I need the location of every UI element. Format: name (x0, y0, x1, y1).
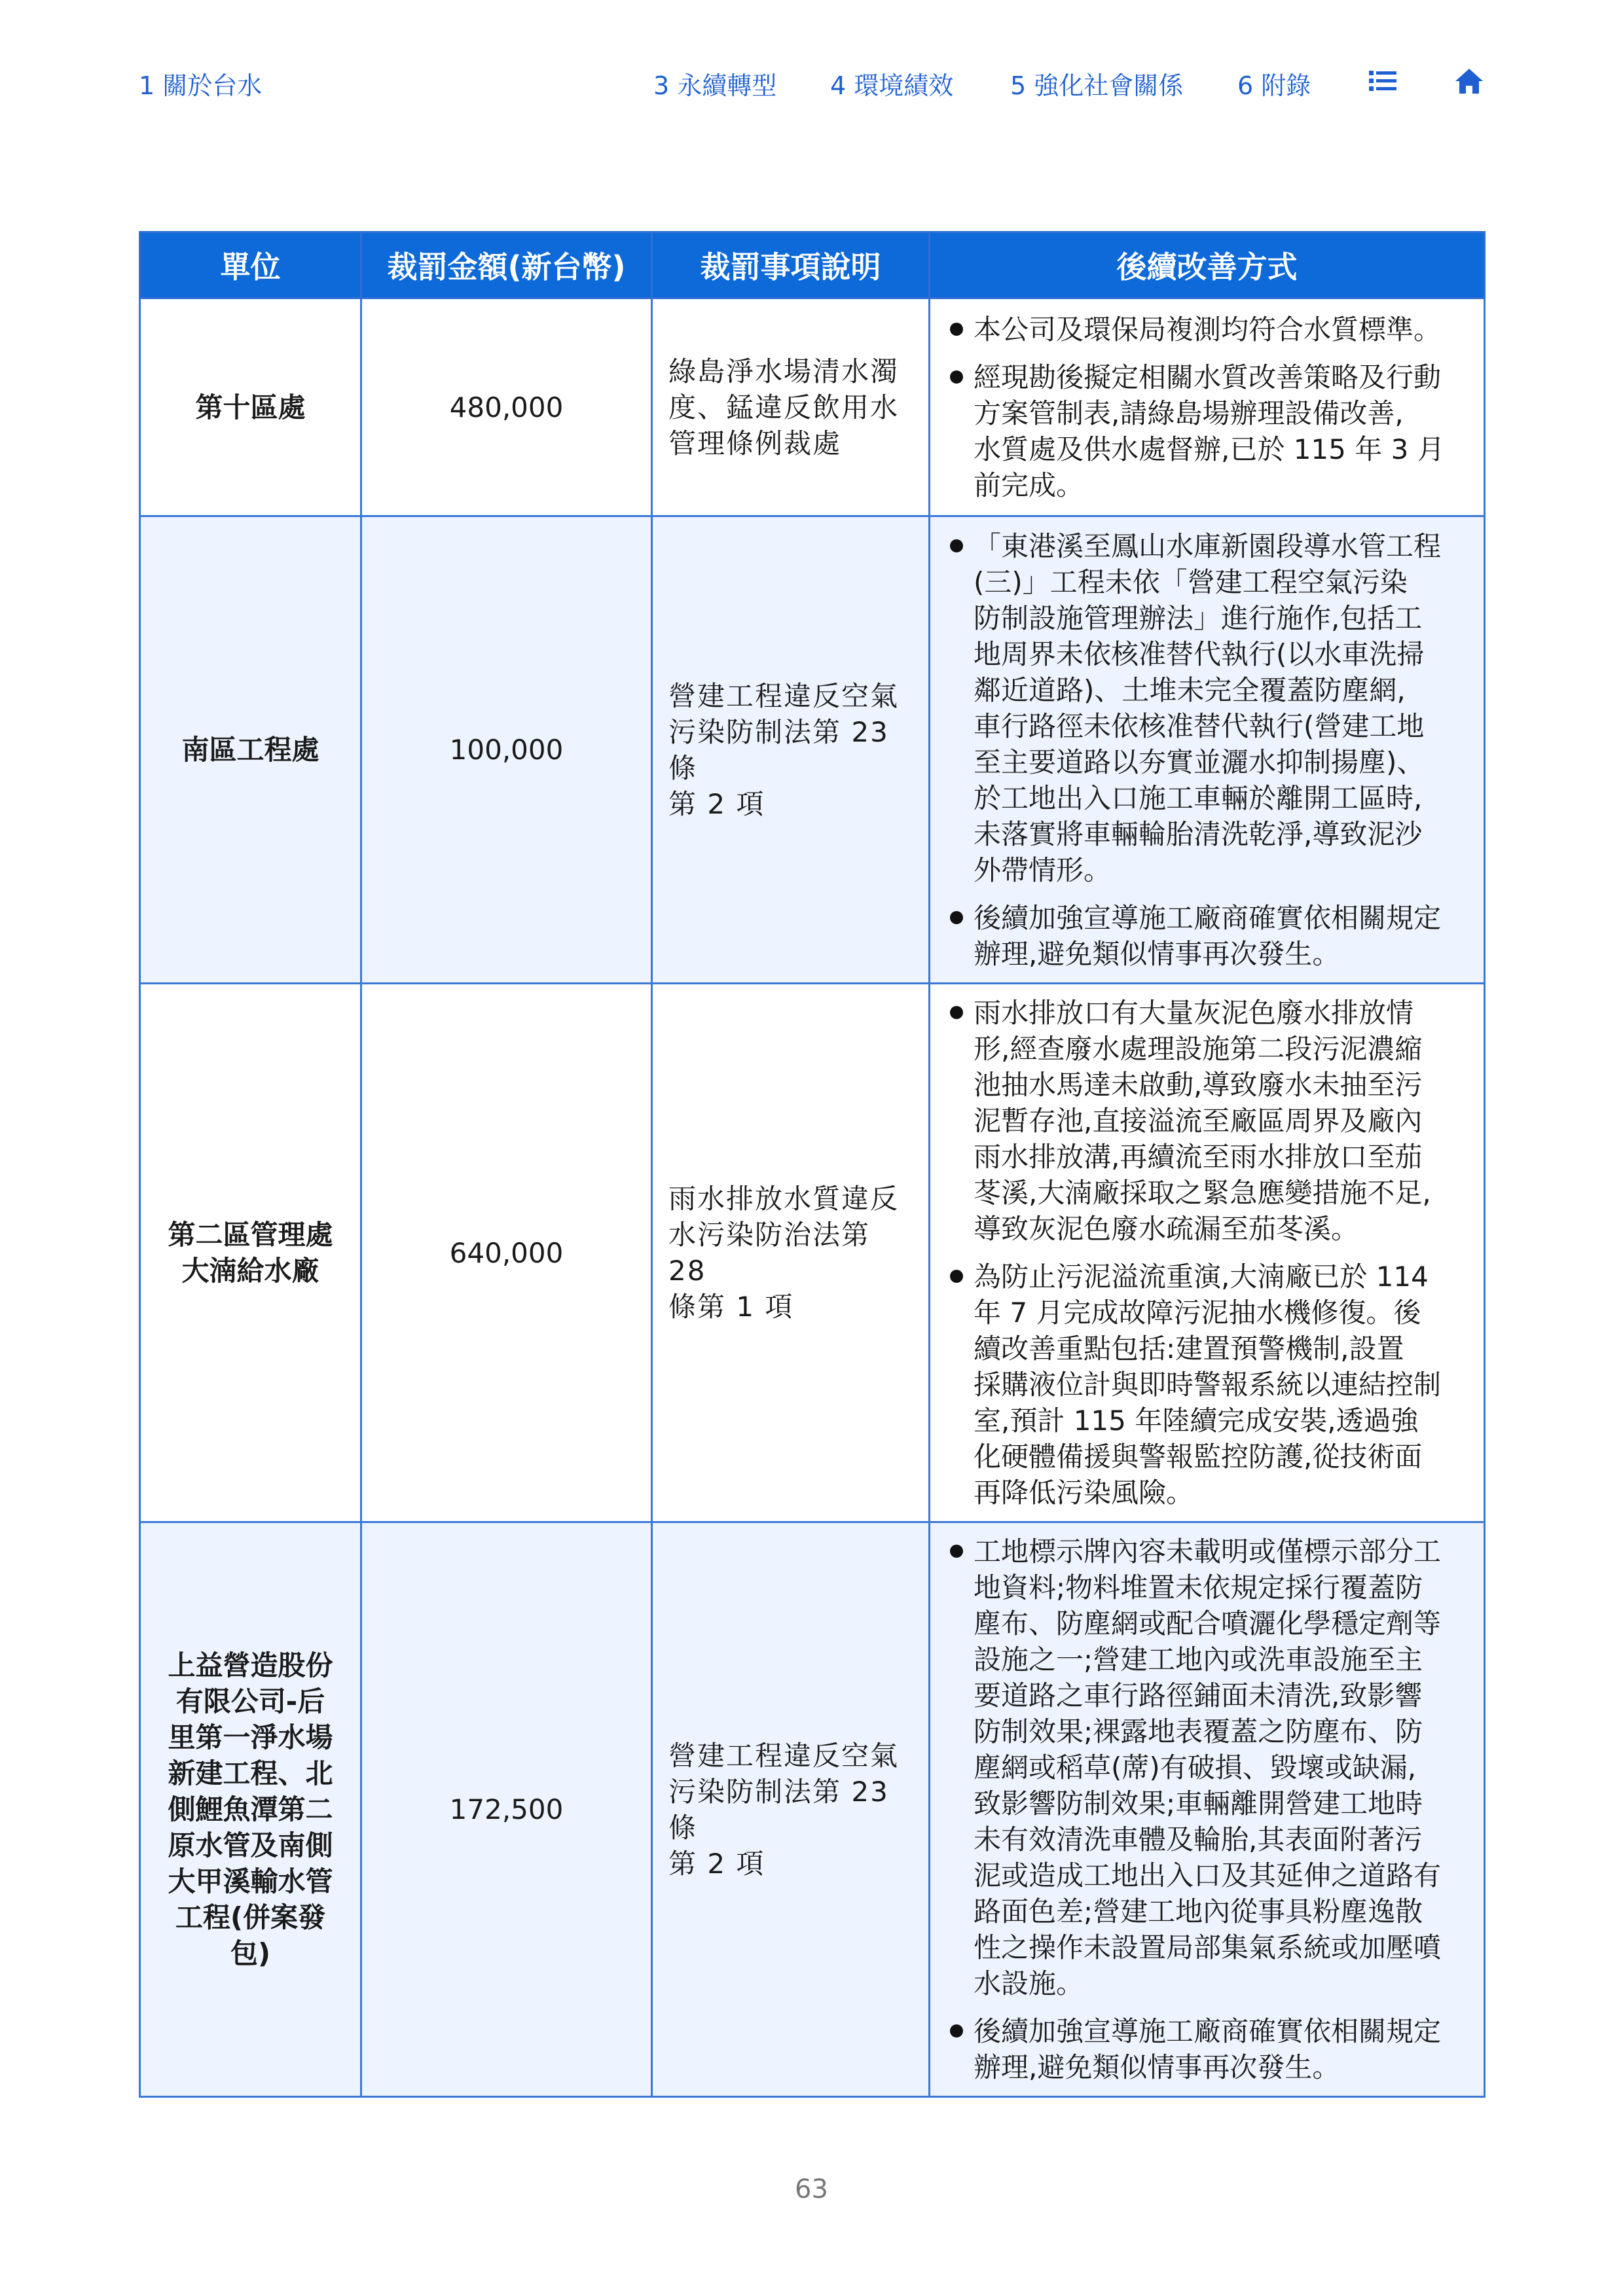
table-row (140, 1522, 1485, 2097)
improvement-list (949, 995, 1468, 1511)
table-row (140, 984, 1485, 1522)
header-unit: 單位 (140, 232, 361, 298)
description-line: 綠島淨水場清水濁 (668, 355, 900, 387)
description-line: 第 2 項 (668, 1847, 765, 1880)
improvement-line: 導致灰泥色廢水疏漏至茄苳溪。 (974, 1213, 1359, 1245)
improvement-line: 路面色差;營建工地內從事具粉塵逸散 (974, 1895, 1423, 1928)
unit-name-line: 原水管及南側 (168, 1829, 333, 1861)
description-line: 污染防制法第 23 條 (668, 1775, 889, 1844)
improvement-line: 「東港溪至鳳山水庫新園段導水管工程 (974, 529, 1442, 562)
table-header-row (140, 232, 1485, 298)
table-body (140, 298, 1485, 2097)
improvement-line: 性之操作未設置局部集氣系統或加壓噴 (974, 1931, 1442, 1964)
improvement-line: 水質處及供水處督辦,已於 115 年 3 月 (974, 433, 1445, 465)
improvement-line: 未有效清洗車體及輪胎,其表面附著污 (974, 1823, 1423, 1856)
improvement-line: 本公司及環保局複測均符合水質標準。 (974, 313, 1442, 346)
improvement-line: 再降低污染風險。 (974, 1477, 1194, 1509)
improvement-line: 前完成。 (974, 469, 1084, 501)
cell-penalty-description (652, 1522, 930, 2097)
improvement-line: 塵布、防塵網或配合噴灑化學穩定劑等 (974, 1607, 1442, 1640)
cell-follow-up-improvement (930, 1522, 1485, 2097)
improvement-line: 防制設施管理辦法」進行施作,包括工 (974, 601, 1423, 634)
top-navigation (0, 0, 1623, 170)
cell-penalty-amount: 100,000 (361, 516, 652, 984)
cell-follow-up-improvement (930, 516, 1485, 984)
home-icon[interactable] (1455, 68, 1482, 94)
unit-name-line: 第十區處 (195, 391, 306, 423)
improvement-line: 外帶情形。 (974, 853, 1112, 886)
description-line: 第 2 項 (668, 787, 765, 820)
cell-penalty-amount: 640,000 (361, 984, 652, 1522)
improvement-line: 致影響防制效果;車輛離開營建工地時 (974, 1787, 1423, 1820)
improvement-line: 工地標示牌內容未載明或僅標示部分工 (974, 1535, 1442, 1568)
header-penalty-amount: 裁罰金額(新台幣) (361, 232, 652, 298)
improvement-line: 經現勘後擬定相關水質改善策略及行動 (974, 361, 1442, 393)
header-penalty-description: 裁罰事項說明 (652, 232, 930, 298)
improvement-line: 室,預計 115 年陸續完成安裝,透過強 (974, 1405, 1419, 1437)
description-line: 營建工程違反空氣 (668, 1739, 900, 1772)
improvement-item (949, 900, 1468, 972)
improvement-line: 化硬體備援與警報監控防護,從技術面 (974, 1441, 1423, 1473)
nav-link-environmental-performance[interactable]: 4 環境績效 (830, 71, 954, 100)
cell-unit (140, 984, 361, 1522)
improvement-line: 辦理,避免類似情事再次發生。 (974, 937, 1340, 970)
improvement-line: 雨水排放溝,再續流至雨水排放口至茄 (974, 1141, 1423, 1173)
unit-name-line: 第二區管理處 (168, 1219, 333, 1251)
improvement-item (949, 995, 1468, 1247)
improvement-line: 地周界未依核准替代執行(以水車洗掃 (974, 637, 1425, 670)
improvement-line: 池抽水馬達未啟動,導致廢水未抽至污 (974, 1069, 1423, 1101)
cell-unit (140, 516, 361, 984)
unit-name-line: 大湳給水廠 (181, 1255, 319, 1287)
improvement-line: 泥或造成工地出入口及其延伸之道路有 (974, 1859, 1442, 1892)
header-follow-up-improvement: 後續改善方式 (930, 232, 1485, 298)
improvement-item (949, 2013, 1468, 2085)
cell-penalty-amount: 172,500 (361, 1522, 652, 2097)
improvement-list (949, 528, 1468, 972)
cell-penalty-description (652, 984, 930, 1522)
penalty-table (139, 231, 1486, 2098)
improvement-line: 為防止污泥溢流重演,大湳廠已於 114 (974, 1261, 1429, 1293)
improvement-line: 水設施。 (974, 1967, 1084, 2000)
improvement-line: 塵網或稻草(蓆)有破損、毀壞或缺漏, (974, 1751, 1417, 1784)
unit-name-line: 工程(併案發 (175, 1901, 326, 1933)
description-line: 管理條例裁處 (668, 427, 842, 459)
unit-name-line: 有限公司-后 (175, 1685, 325, 1717)
description-line: 水污染防治法第 28 (668, 1219, 871, 1287)
cell-follow-up-improvement (930, 984, 1485, 1522)
table-row (140, 298, 1485, 516)
improvement-line: 雨水排放口有大量灰泥色廢水排放情 (974, 997, 1414, 1029)
unit-name-line: 里第一淨水場 (168, 1721, 333, 1753)
table-row (140, 516, 1485, 984)
cell-penalty-description (652, 298, 930, 516)
cell-penalty-amount: 480,000 (361, 298, 652, 516)
improvement-line: 要道路之車行路徑鋪面未清洗,致影響 (974, 1679, 1423, 1712)
nav-link-sustainable-transformation[interactable]: 3 永續轉型 (653, 71, 777, 100)
cell-penalty-description (652, 516, 930, 984)
unit-name-line: 包) (230, 1937, 271, 1969)
list-icon[interactable] (1369, 68, 1396, 94)
improvement-line: 採購液位計與即時警報系統以連結控制 (974, 1369, 1442, 1401)
improvement-line: (三)」工程未依「營建工程空氣污染 (974, 565, 1408, 598)
improvement-item (949, 528, 1468, 888)
improvement-line: 後續加強宣導施工廠商確實依相關規定 (974, 2015, 1442, 2047)
improvement-line: 方案管制表,請綠島場辦理設備改善, (974, 397, 1404, 429)
improvement-line: 辦理,避免類似情事再次發生。 (974, 2051, 1340, 2083)
improvement-line: 車行路徑未依核准替代執行(營建工地 (974, 709, 1425, 742)
improvement-list (949, 312, 1468, 503)
unit-name-line: 大甲溪輸水管 (168, 1865, 333, 1897)
improvement-line: 未落實將車輛輪胎清洗乾淨,導致泥沙 (974, 817, 1423, 850)
improvement-line: 後續加強宣導施工廠商確實依相關規定 (974, 901, 1442, 934)
unit-name-line: 上益營造股份 (168, 1649, 333, 1681)
cell-unit (140, 1522, 361, 2097)
unit-name-line: 側鯉魚潭第二 (168, 1793, 333, 1825)
unit-name-line: 新建工程、北 (168, 1757, 333, 1789)
nav-link-social-relations[interactable]: 5 強化社會關係 (1010, 71, 1184, 100)
description-line: 度、錳違反飲用水 (668, 391, 900, 423)
cell-unit (140, 298, 361, 516)
cell-follow-up-improvement (930, 298, 1485, 516)
improvement-item (949, 1259, 1468, 1511)
description-line: 營建工程違反空氣 (668, 679, 900, 712)
improvement-line: 防制效果;裸露地表覆蓋之防塵布、防 (974, 1715, 1423, 1748)
nav-link-about[interactable]: 1 關於台水 (139, 71, 263, 100)
improvement-line: 於工地出入口施工車輛於離開工區時, (974, 781, 1423, 814)
page-number: 63 (795, 2174, 828, 2204)
improvement-line: 鄰近道路)、土堆未完全覆蓋防塵網, (974, 673, 1406, 706)
improvement-line: 設施之一;營建工地內或洗車設施至主 (974, 1643, 1423, 1676)
improvement-line: 形,經查廢水處理設施第二段污泥濃縮 (974, 1033, 1423, 1065)
improvement-line: 續改善重點包括:建置預警機制,設置 (974, 1333, 1404, 1365)
improvement-line: 至主要道路以夯實並灑水抑制揚塵)、 (974, 745, 1425, 778)
improvement-list (949, 1534, 1468, 2085)
nav-link-appendix[interactable]: 6 附錄 (1237, 71, 1311, 100)
description-line: 雨水排放水質違反 (668, 1183, 900, 1215)
unit-name-line: 南區工程處 (181, 734, 319, 766)
improvement-line: 苳溪,大湳廠採取之緊急應變措施不足, (974, 1177, 1431, 1209)
improvement-item (949, 1534, 1468, 2001)
description-line: 條第 1 項 (668, 1291, 794, 1323)
improvement-item (949, 359, 1468, 503)
improvement-line: 年 7 月完成故障污泥抽水機修復。後 (974, 1297, 1421, 1329)
description-line: 污染防制法第 23 條 (668, 715, 889, 784)
improvement-line: 泥暫存池,直接溢流至廠區周界及廠內 (974, 1105, 1423, 1137)
improvement-item (949, 312, 1468, 348)
improvement-line: 地資料;物料堆置未依規定採行覆蓋防 (974, 1571, 1423, 1604)
